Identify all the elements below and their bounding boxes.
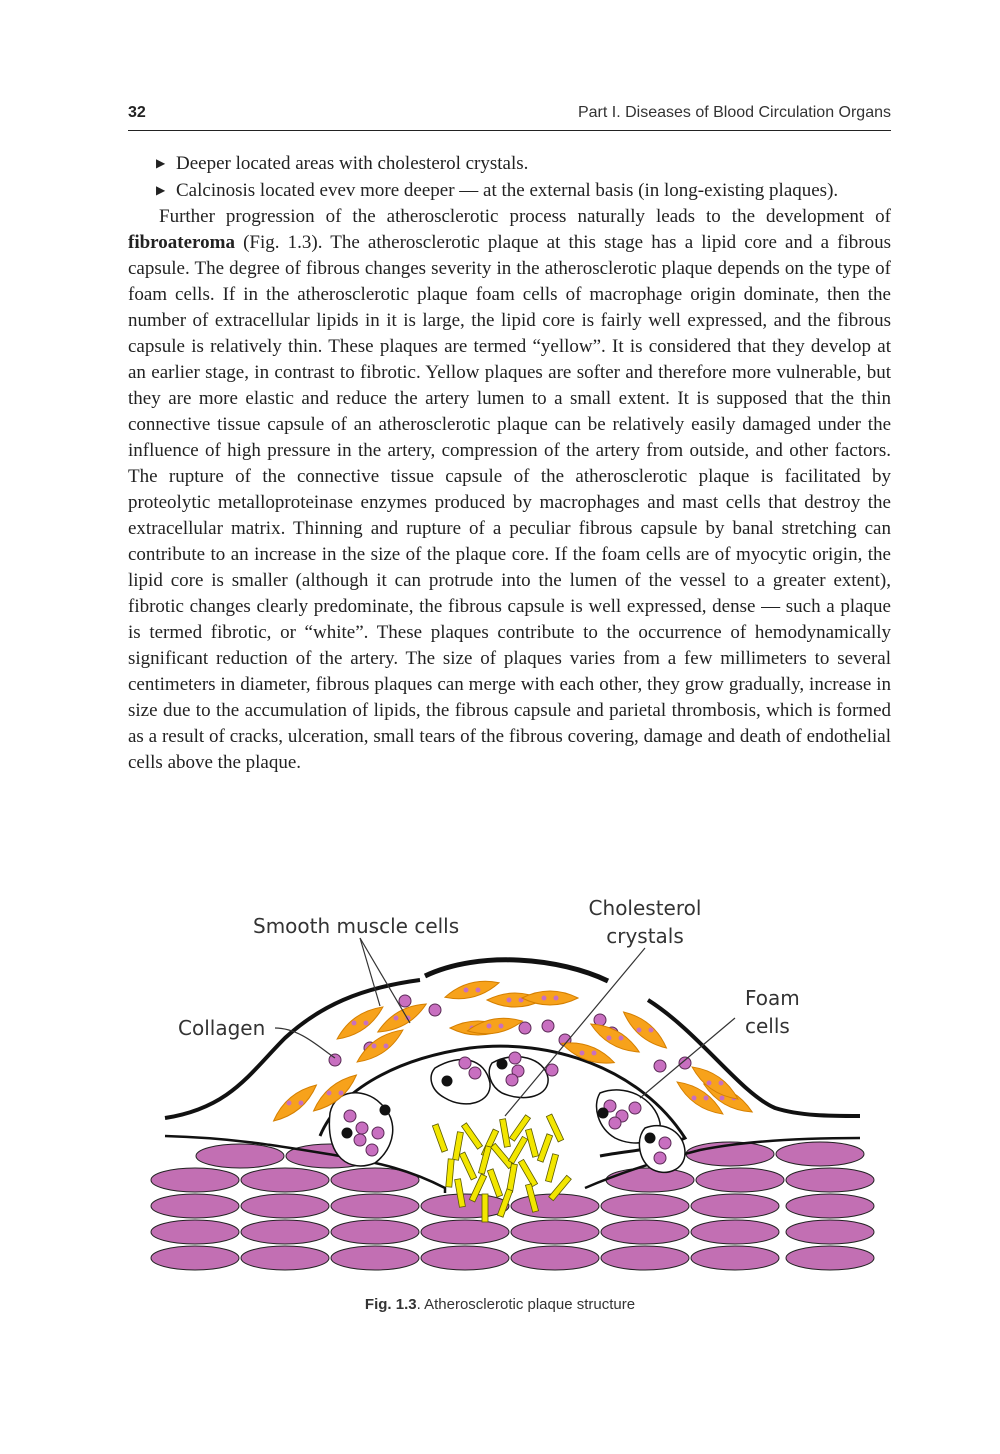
label-foam-2: cells [745,1014,790,1038]
media-cell [196,1144,284,1168]
nucleus-dot [327,1091,332,1096]
smooth-muscle-cell [269,1080,321,1127]
nucleus-dot [649,1028,654,1033]
collagen-dot [429,1004,441,1016]
leader-line [360,938,410,1023]
media-cell [331,1220,419,1244]
nucleus-dot [707,1081,712,1086]
nucleus-dot [704,1096,709,1101]
collagen-dot [366,1144,378,1156]
collagen-dot [542,1020,554,1032]
nucleus-dot [364,1021,369,1026]
running-title: Part I. Diseases of Blood Circulation Organs [577,104,891,121]
media-cell [241,1220,329,1244]
nucleus-dot [487,1024,492,1029]
leader-line [360,938,380,1006]
bullet-text: Calcinosis located evev more deeper — at the external basis (in long-existing plaques). [176,180,839,201]
collagen-dot [546,1064,558,1076]
nucleus-dot [580,1051,585,1056]
lipid-dot [497,1059,508,1070]
media-cell [606,1168,694,1192]
term-fibroateroma: fibroateroma [128,232,235,253]
collagen-dot [354,1134,366,1146]
nucleus-dot [499,1024,504,1029]
collagen-dot [399,995,411,1007]
collagen-dot [659,1137,671,1149]
caption-label: Fig. 1.3 [364,1296,417,1313]
lipid-dot [645,1133,656,1144]
page-header [128,104,891,131]
cholesterol-crystal [487,1169,502,1197]
collagen-dot [459,1057,471,1069]
foam-cell [639,1126,685,1173]
lipid-dot [598,1108,609,1119]
nucleus-dot [607,1036,612,1041]
nucleus-dot [554,996,559,1001]
cholesterol-crystal [446,1159,454,1187]
nucleus-dot [394,1016,399,1021]
cholesterol-crystal [462,1123,483,1149]
lipid-dot [442,1076,453,1087]
media-cell [511,1246,599,1270]
media-cell [421,1220,509,1244]
media-cell [696,1168,784,1192]
cholesterol-crystal [500,1119,511,1148]
media-cell [241,1194,329,1218]
nucleus-dot [542,996,547,1001]
list-item [128,150,891,177]
label-cholesterol-1: Cholesterol [588,896,702,920]
paragraph-lead: Further progression of the atherosclerotic process naturally leads to the development of [159,206,891,227]
triangle-bullet-icon: ▶ [156,156,166,170]
media-cell [691,1194,779,1218]
collagen-dot [609,1117,621,1129]
media-cell [331,1194,419,1218]
nucleus-dot [464,988,469,993]
nucleus-dot [720,1096,725,1101]
leader-line [275,1028,335,1058]
cholesterol-crystal [518,1159,537,1186]
nucleus-dot [592,1051,597,1056]
nucleus-dot [719,1081,724,1086]
media-cell [601,1246,689,1270]
media-cell [691,1220,779,1244]
nucleus-dot [352,1021,357,1026]
list-item [128,177,891,204]
media-cell [776,1142,864,1166]
nucleus-dot [384,1044,389,1049]
nucleus-dot [692,1096,697,1101]
collagen-dot [654,1152,666,1164]
bullet-text: Deeper located areas with cholesterol crystals. [176,153,529,174]
media-cell [241,1168,329,1192]
paragraph-body: (Fig. 1.3). The atherosclerotic plaque at this stage has a lipid core and a fibrous capsule. The degree of fibrous changes severity in the atherosclerotic plaque depends on the type of foam cells. If in the atherosclerotic plaque foam cells of macrophage origin dominate, then the number of extracellular lipids in it is large, the lipid core is fairly well expressed, and the fibrous capsule is relatively thin. These plaques are termed “yellow”. It is considered that they develop at an earlier stage, in contrast to fibrotic. Yellow plaques are softer and therefore more vulnerable, but they are more elastic and reduce the artery lumen to a small extent. It is supposed that the thin connective tissue capsule of an atherosclerotic plaque can be relatively easily damaged under the influence of high pressure in the artery, compression of the artery from outside, and other factors. The rupture of the connective tissue capsule of the atherosclerotic plaque is facilitated by proteolytic metalloproteinase enzymes produced by macrophages and mast cells that destroy the extracellular matrix. Thinning and rupture of a peculiar fibrous capsule by banal stretching can contribute to an increase in the size of the plaque core. If the foam cells are of myocytic origin, the lipid core is smaller (although it can protrude into the lumen of the vessel to a greater extent), fibrotic changes clearly predominate, the fibrous capsule is well expressed, dense — such a plaque is termed fibrotic, or “white”. These plaques contribute to the occurrence of hemodynamically significant reduction of the artery. The size of plaques varies from a few millimeters to several centimeters in diameter, fibrous plaques can merge with each other, they grow gradually, increase in size due to the accumulation of lipids, the fibrous capsule and parietal thrombosis, which is formed as a result of cracks, ulceration, small tears of the fibrous covering, damage and death of endothelial cells above the plaque. [128,232,892,773]
nucleus-dot [619,1036,624,1041]
body-text [128,150,891,776]
cholesterol-crystal [537,1134,552,1162]
fibrous-cap-top [425,960,608,981]
nucleus-dot [507,998,512,1003]
collagen-dot [344,1110,356,1122]
media-cell [151,1194,239,1218]
cholesterol-crystal [459,1152,476,1180]
nucleus-dot [287,1101,292,1106]
media-cell [151,1168,239,1192]
collagen-dot [654,1060,666,1072]
caption-text: . Atherosclerotic plaque structure [416,1296,636,1313]
collagen-dot [509,1052,521,1064]
nucleus-dot [637,1028,642,1033]
cholesterol-crystal [508,1136,527,1163]
figure-caption [0,1296,1000,1313]
media-cell [421,1246,509,1270]
media-cell [511,1220,599,1244]
collagen-dot [469,1067,481,1079]
plaque-diagram-svg [140,888,880,1298]
cholesterol-crystal [482,1194,488,1222]
media-cell [241,1246,329,1270]
bullet-list [128,150,891,204]
figure-plaque-diagram [140,888,880,1298]
nucleus-dot [476,988,481,993]
media-cell [151,1220,239,1244]
cholesterol-crystal [491,1143,514,1168]
media-cell [786,1220,874,1244]
nucleus-dot [299,1101,304,1106]
collagen-dot [519,1022,531,1034]
lipid-dot [342,1128,353,1139]
label-foam-1: Foam [745,986,800,1010]
media-cell [691,1246,779,1270]
collagen-dot [356,1122,368,1134]
collagen-dot [372,1127,384,1139]
media-cell [151,1246,239,1270]
media-cell [601,1220,689,1244]
page-number: 32 [128,104,146,121]
collagen-dot [329,1054,341,1066]
cholesterol-crystal [545,1154,558,1183]
triangle-bullet-icon: ▶ [156,183,166,197]
media-cell [786,1246,874,1270]
media-cell [786,1168,874,1192]
cholesterol-crystal [525,1129,538,1158]
collagen-dot [629,1102,641,1114]
collagen-dot [506,1074,518,1086]
body-paragraph [128,204,891,776]
label-cholesterol-2: crystals [606,924,684,948]
cholesterol-crystal [432,1124,447,1152]
nucleus-dot [339,1091,344,1096]
lipid-dot [380,1105,391,1116]
media-cell [331,1246,419,1270]
nucleus-dot [372,1044,377,1049]
media-cell [786,1194,874,1218]
label-smooth-muscle: Smooth muscle cells [253,914,460,938]
label-collagen: Collagen [178,1016,266,1040]
media-cell [601,1194,689,1218]
